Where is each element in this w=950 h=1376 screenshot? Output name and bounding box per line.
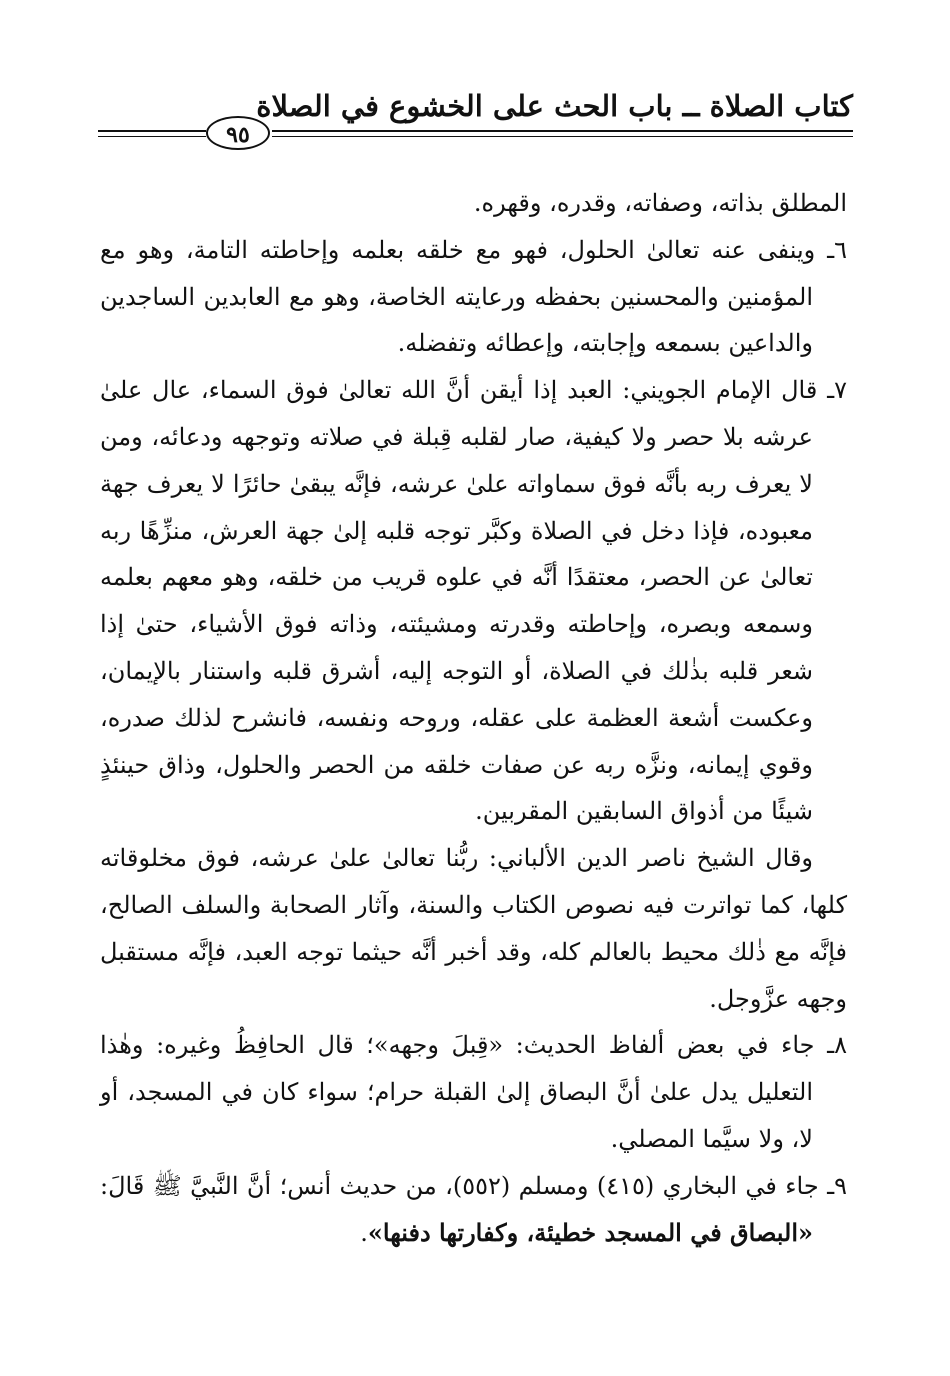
hadith-quote: «البصاق في المسجد خطيئة، وكفارتها دفنها» [367,1217,813,1247]
header-rule-right-thin [272,136,853,137]
header-rule-right [272,130,853,132]
note-item-8: ٨ـ جاء في بعض ألفاظ الحديث: «قِبلَ وجهه»؛ قال الحافِظُ وغيره: وهٰذا التعليل يدل علىٰ أنَّ البصاق إلىٰ القبلة حرام؛ سواء كان في المسجد، أو لا، ولا سيَّما المصلي. [100,1031,847,1153]
header-rule-left [98,130,206,132]
note-item-9-end: . [360,1218,368,1247]
running-header-title: كتاب الصلاة ــ باب الحث على الخشوع في الصلاة [256,89,853,123]
header-rule-left-thin [98,136,206,137]
note-item-9 [100,1163,847,1257]
paragraph-albani: وقال الشيخ ناصر الدين الألباني: ربُّنا تعالىٰ علىٰ عرشه، فوق مخلوقاته كلها، كما تواترت فيه نصوص الكتاب والسنة، وآثار الصحابة والسلف الصالح، فإنَّه مع ذٰلك محيط بالعالم كله، وقد أخبر أنَّه حيثما توجه العبد، فإنَّه مستقبل وجهه عزَّوجل. [100,844,847,1013]
note-item-6: ٦ـ وينفى عنه تعالىٰ الحلول، فهو مع خلقه بعلمه وإحاطته التامة، وهو مع المؤمنين والمحسنين بحفظه ورعايته الخاصة، وهو مع العابدين الساجدين والداعين بسمعه وإجابته، وإعطائه وتفضله. [100,235,847,358]
page-number: ٩٥ [206,116,270,150]
note-item-7: ٧ـ قال الإمام الجويني: العبد إذا أيقن أنَّ الله تعالىٰ فوق السماء، عال علىٰ عرشه بلا حصر ولا كيفية، صار لقلبه قِبلة في صلاته وتوجهه ودعائه، ومن لا يعرف ربه بأنَّه فوق سماواته علىٰ عرشه، فإنَّه يبقىٰ حائرًا لا يعرف جهة معبوده، فإذا دخل في الصلاة وكبَّر توجه قلبه إلىٰ جهة العرش، منزِّهًا ربه تعالىٰ عن الحصر، معتقدًا أنَّه في علوه قريب من خلقه، وهو معهم بعلمه وسمعه وبصره، وإحاطته وقدرته ومشيئته، وذاته فوق الأشياء، حتىٰ إذا شعر قلبه بذٰلك في الصلاة، أو التوجه إليه، أشرق قلبه واستنار بالإيمان، وعكست أشعة العظمة على عقله، وروحه ونفسه، فانشرح لذلك صدره، وقوي إيمانه، ونزَّه ربه عن صفات خلقه من الحصر والحلول، وذاق حينئذٍ شيئًا من أذواق السابقين المقربين. [100,376,847,826]
note-item-9-text: ٩ـ جاء في البخاري (٤١٥) ومسلم (٥٥٢)، من حديث أنس؛ أنَّ النَّبيَّ ﷺ قَالَ: [100,1171,848,1200]
page-body [100,180,847,1256]
paragraph-continuation: المطلق بذاته، وصفاته، وقدره، وقهره. [473,189,847,217]
